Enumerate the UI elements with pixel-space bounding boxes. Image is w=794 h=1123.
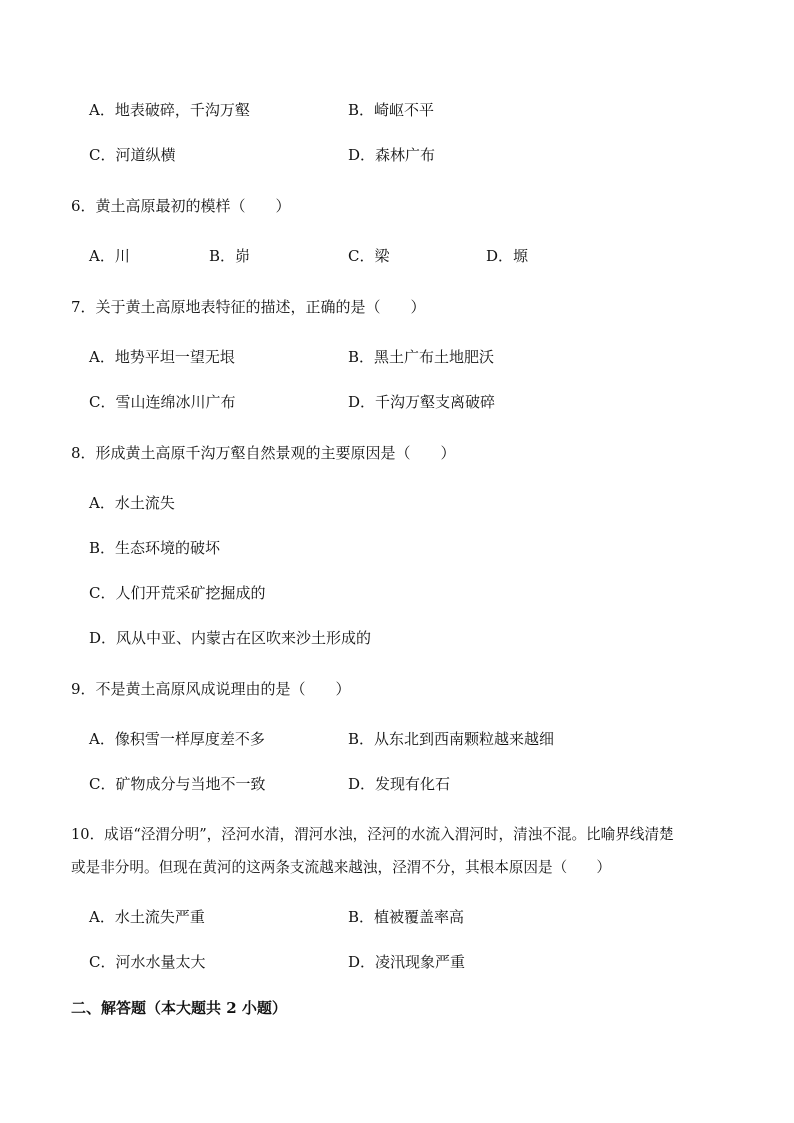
q8-option-d: D．风从中亚、内蒙古在区吹来沙土形成的 bbox=[89, 629, 372, 647]
q10-option-d: D．凌汛现象严重 bbox=[348, 953, 466, 971]
q7-option-d: D．千沟万壑支离破碎 bbox=[348, 393, 496, 411]
q8-option-a: A．水土流失 bbox=[89, 494, 175, 512]
q7-option-a: A．地势平坦一望无垠 bbox=[89, 348, 235, 366]
q9-option-d: D．发现有化石 bbox=[348, 775, 451, 793]
q8-option-b: B．生态环境的破坏 bbox=[89, 539, 221, 557]
q5-option-a: A．地表破碎，千沟万壑 bbox=[89, 101, 250, 119]
q10-option-c: C．河水水量太大 bbox=[89, 953, 206, 971]
q6-stem: 6．黄土高原最初的模样（ ） bbox=[71, 197, 291, 215]
q8-stem: 8．形成黄土高原千沟万壑自然景观的主要原因是（ ） bbox=[71, 444, 456, 462]
q9-stem: 9．不是黄土高原风成说理由的是（ ） bbox=[71, 680, 351, 698]
q6-option-a: A．川 bbox=[89, 247, 130, 265]
q5-option-b: B．崎岖不平 bbox=[348, 101, 435, 119]
q10-stem-line-2: 或是非分明。但现在黄河的这两条支流越来越浊，泾渭不分，其根本原因是（ ） bbox=[71, 859, 611, 876]
q8-option-c: C．人们开荒采矿挖掘成的 bbox=[89, 584, 266, 602]
q7-stem: 7．关于黄土高原地表特征的描述，正确的是（ ） bbox=[71, 298, 426, 316]
q9-option-c: C．矿物成分与当地不一致 bbox=[89, 775, 266, 793]
q6-option-c: C．梁 bbox=[348, 247, 390, 265]
q5-option-c: C．河道纵横 bbox=[89, 146, 176, 164]
q6-option-d: D．塬 bbox=[486, 247, 529, 265]
q10-option-b: B．植被覆盖率高 bbox=[348, 908, 465, 926]
q7-option-b: B．黑土广布土地肥沃 bbox=[348, 348, 495, 366]
q9-option-b: B．从东北到西南颗粒越来越细 bbox=[348, 730, 555, 748]
q6-option-b: B．峁 bbox=[209, 247, 251, 265]
q10-option-a: A．水土流失严重 bbox=[89, 908, 205, 926]
q7-option-c: C．雪山连绵冰川广布 bbox=[89, 393, 236, 411]
q10-stem-line-1: 10．成语“泾渭分明”，泾河水清，渭河水浊，泾河的水流入渭河时，清浊不混。比喻界线清楚 bbox=[71, 826, 674, 843]
q5-option-d: D．森林广布 bbox=[348, 146, 436, 164]
section-2-heading: 二、解答题（本大题共 2 小题） bbox=[71, 999, 287, 1017]
q9-option-a: A．像积雪一样厚度差不多 bbox=[89, 730, 265, 748]
